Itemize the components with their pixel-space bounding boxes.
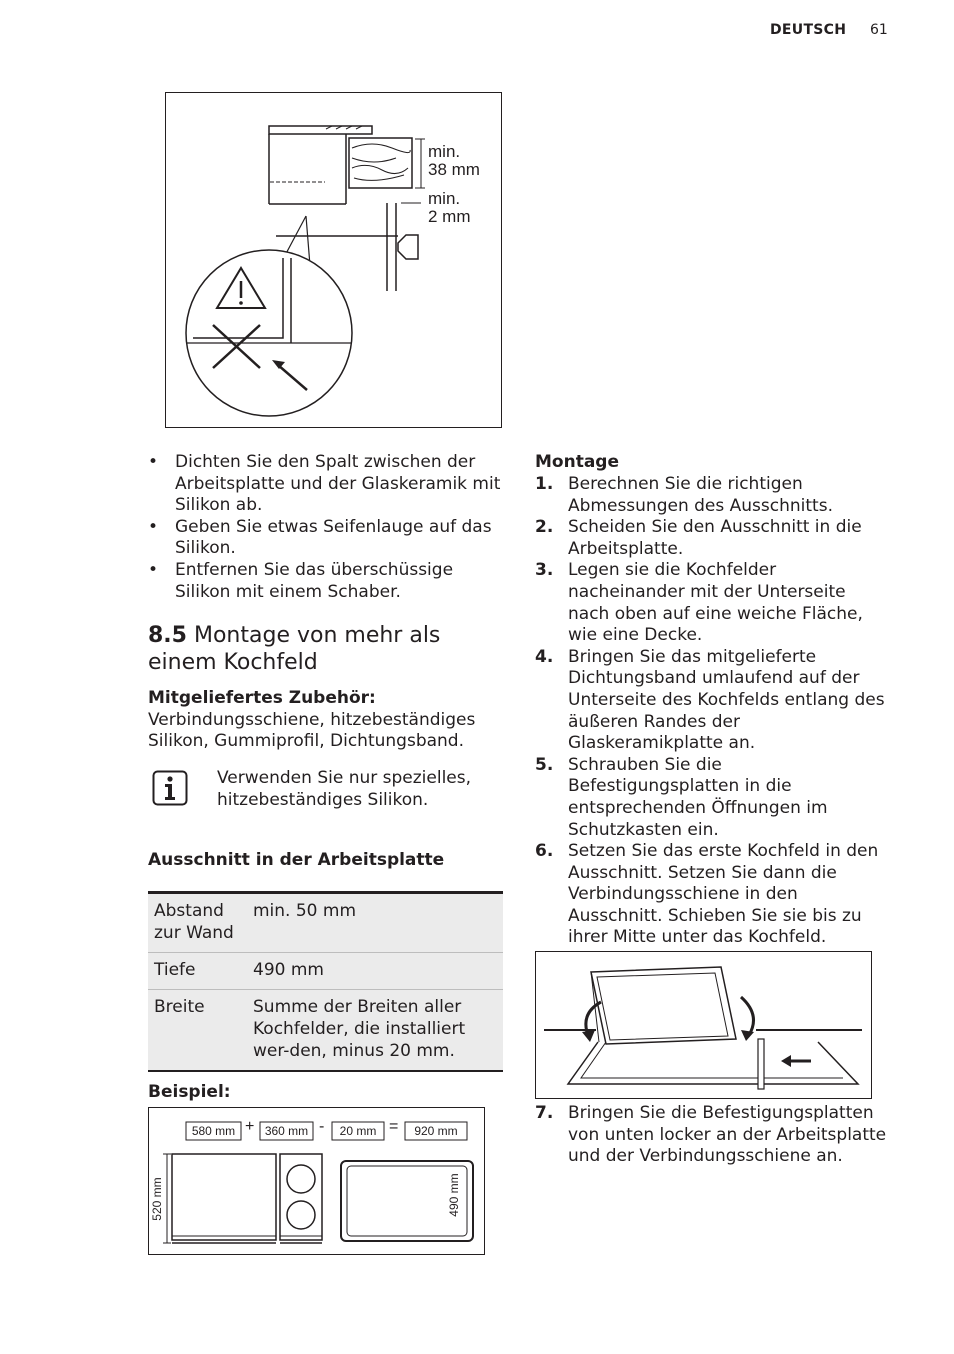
list-item bbox=[535, 560, 890, 646]
label-920mm: 920 mm bbox=[414, 1124, 458, 1138]
worktop-section-figure bbox=[165, 92, 502, 428]
step-text: Berechnen Sie die richtigen Abmessungen des Ausschnitts. bbox=[568, 474, 833, 516]
label-min: min. bbox=[428, 189, 461, 208]
example-heading: Beispiel: bbox=[148, 1082, 231, 1102]
header-language: DEUTSCH bbox=[770, 22, 847, 38]
section-number: 8.5 bbox=[148, 623, 187, 648]
step-text: Legen sie die Kochfelder nacheinander mit der Unterseite nach oben auf eine weiche Fläche, wie eine Decke. bbox=[568, 560, 863, 646]
list-item: • Dichten Sie den Spalt zwischen der Arbeitsplatte und der Glaskeramik mit Silikon ab. bbox=[148, 452, 508, 517]
label-min-thickness bbox=[428, 143, 480, 179]
section-title: Montage von mehr als einem Kochfeld bbox=[148, 623, 441, 675]
info-icon bbox=[152, 770, 188, 806]
montage-step-7 bbox=[535, 1103, 890, 1168]
cutout-table-wrapper bbox=[148, 891, 503, 1072]
list-item bbox=[535, 841, 890, 949]
label-360mm: 360 mm bbox=[264, 1124, 309, 1138]
label-520mm: 520 mm bbox=[150, 1177, 164, 1221]
table-key: Breite bbox=[154, 997, 205, 1017]
example-figure bbox=[148, 1107, 485, 1255]
table-key: Tiefe bbox=[154, 960, 196, 980]
step-text: Schrauben Sie die Befestigungsplatten in die entsprechenden Öffnungen im Schutzkasten ein. bbox=[568, 754, 828, 840]
label-580mm: 580 mm bbox=[191, 1124, 236, 1138]
section-heading bbox=[148, 622, 508, 676]
label-min: min. bbox=[428, 142, 461, 161]
list-item bbox=[535, 1103, 890, 1168]
table-key: Abstand zur Wand bbox=[154, 901, 234, 943]
table-row bbox=[148, 990, 503, 1072]
table-value: Summe der Breiten aller Kochfelder, die installiert wer-den, minus 20 mm. bbox=[253, 997, 466, 1061]
list-item: • Entfernen Sie das überschüssige Silikon mit einem Schaber. bbox=[148, 560, 508, 603]
label-490mm: 490 mm bbox=[447, 1173, 461, 1217]
list-item bbox=[535, 517, 890, 560]
plus-sign: + bbox=[245, 1118, 255, 1135]
minus-sign: - bbox=[319, 1118, 325, 1135]
info-note-text: Verwenden Sie nur spezielles, hitzebeständiges Silikon. bbox=[217, 768, 472, 810]
montage-heading: Montage bbox=[535, 452, 619, 472]
step-number: 6. bbox=[535, 841, 554, 862]
label-20mm: 20 mm bbox=[339, 1124, 377, 1138]
step-text: Scheiden Sie den Ausschnitt in die Arbeitsplatte. bbox=[568, 517, 862, 559]
table-row bbox=[148, 894, 503, 953]
step-number: 7. bbox=[535, 1103, 554, 1123]
silicone-bullet-list bbox=[148, 452, 508, 603]
step-text: Bringen Sie die Befestigungsplatten von unten locker an der Arbeitsplatte und der Verbindungsschiene an. bbox=[568, 1103, 887, 1167]
accessories-block bbox=[148, 688, 508, 753]
page-number: 61 bbox=[870, 22, 888, 38]
cutout-heading: Ausschnitt in der Arbeitsplatte bbox=[148, 850, 445, 870]
equals-sign: = bbox=[389, 1118, 399, 1135]
montage-steps bbox=[535, 474, 890, 949]
label-2mm: 2 mm bbox=[428, 207, 471, 226]
table-row bbox=[148, 953, 503, 990]
step-number: 1. bbox=[535, 474, 554, 494]
step-number: 4. bbox=[535, 646, 554, 667]
step-text: Setzen Sie das erste Kochfeld in den Ausschnitt. Setzen Sie dann die Verbindungsschiene in den Ausschnitt. Schieben Sie sie bis zu ihrer Mitte unter das Kochfeld. bbox=[568, 841, 879, 948]
cutout-table bbox=[148, 894, 503, 1072]
list-item: • Geben Sie etwas Seifenlauge auf das Silikon. bbox=[148, 517, 508, 560]
step-number: 2. bbox=[535, 517, 554, 538]
accessories-text: Verbindungsschiene, hitzebeständiges Silikon, Gummiprofil, Dichtungsband. bbox=[148, 709, 476, 752]
table-value: 490 mm bbox=[253, 960, 324, 980]
step-number: 3. bbox=[535, 560, 554, 581]
label-min-gap bbox=[428, 190, 471, 226]
list-item bbox=[535, 474, 890, 517]
list-item bbox=[535, 647, 890, 755]
label-38mm: 38 mm bbox=[428, 160, 480, 179]
step-text: Bringen Sie das mitgelieferte Dichtungsband umlaufend auf der Unterseite des Kochfelds entlang des äußeren Randes der Glaskeramikplatte an. bbox=[568, 646, 885, 754]
step-number: 5. bbox=[535, 754, 554, 775]
list-item bbox=[535, 755, 890, 841]
rail-insertion-figure bbox=[535, 951, 872, 1099]
accessories-heading: Mitgeliefertes Zubehör: bbox=[148, 688, 376, 708]
table-value: min. 50 mm bbox=[253, 901, 357, 921]
rail-insertion-drawing bbox=[536, 952, 871, 1098]
